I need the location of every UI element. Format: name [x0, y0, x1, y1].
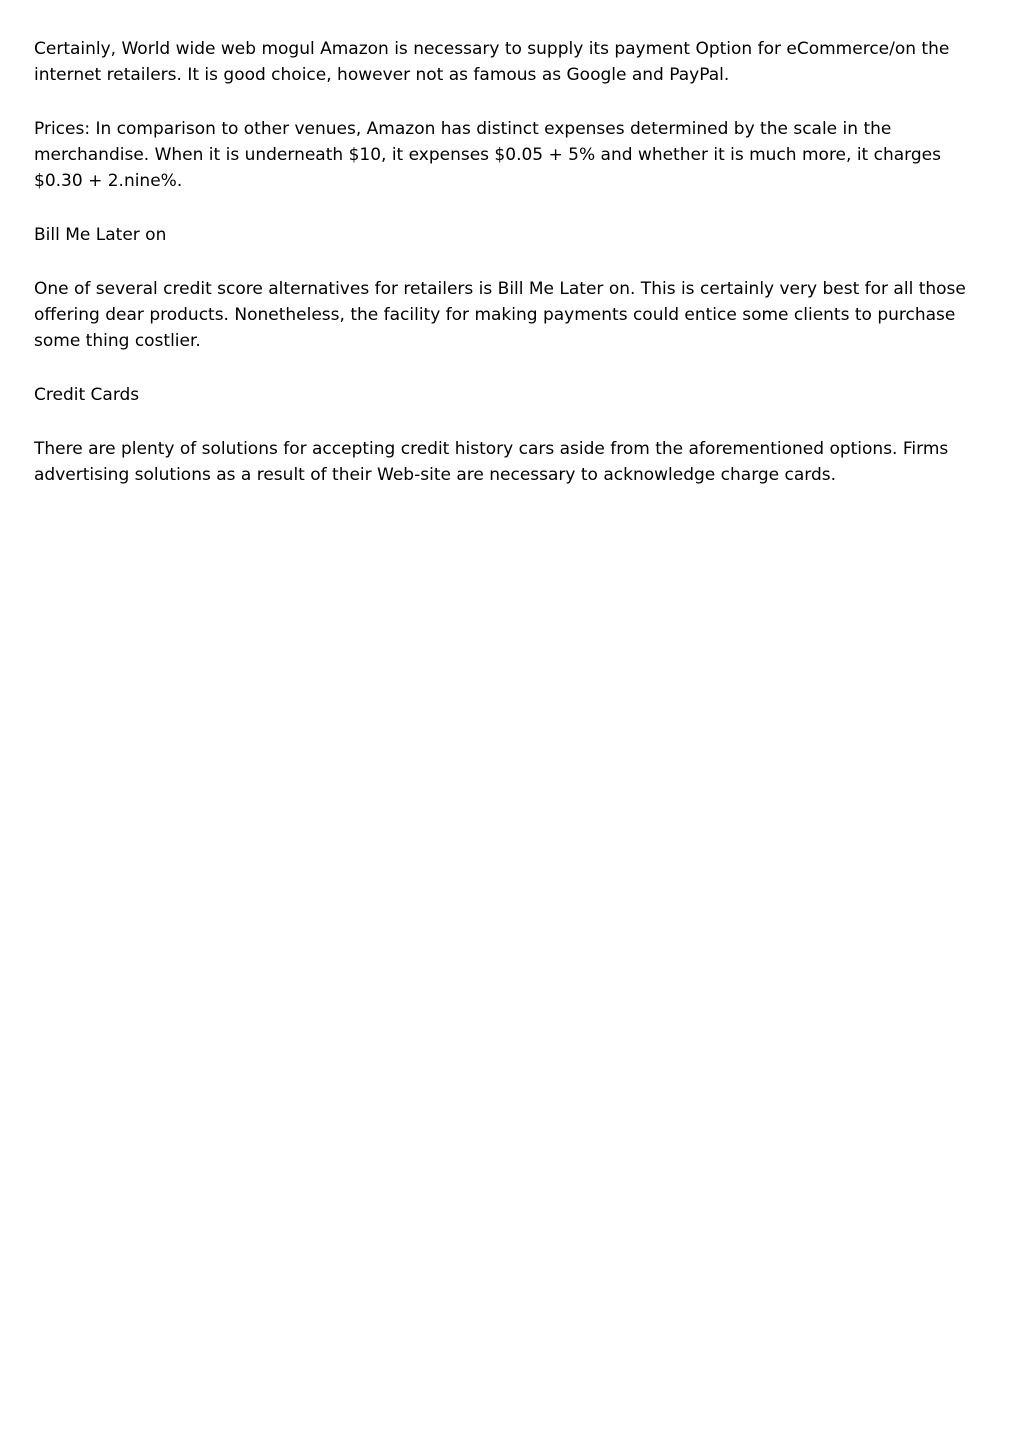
paragraph-amazon-intro: Certainly, World wide web mogul Amazon is necessary to supply its payment Option for eCommerce/on the internet retailers. It is good choice, however not as famous as Google and PayPal.	[34, 39, 950, 85]
paragraph-credit-cards: There are plenty of solutions for accepting credit history cars aside from the aforementioned options. Firms advertising solutions as a result of their Web-site are necessary to acknowledge charge cards.	[34, 439, 949, 485]
paragraph-bill-me-later: One of several credit score alternatives for retailers is Bill Me Later on. This is certainly very best for all those offering dear products. Nonetheless, the facility for making payments could entice some clients to purchase some thing costlier.	[34, 279, 966, 351]
document-page	[34, 36, 990, 516]
section-heading-bill-me-later: Bill Me Later on	[34, 225, 167, 245]
section-heading-credit-cards: Credit Cards	[34, 385, 140, 405]
paragraph-amazon-prices: Prices: In comparison to other venues, Amazon has distinct expenses determined by the scale in the merchandise. When it is underneath $10, it expenses $0.05 + 5% and whether it is much more, it charges $0.30 + 2.nine%.	[34, 119, 941, 191]
